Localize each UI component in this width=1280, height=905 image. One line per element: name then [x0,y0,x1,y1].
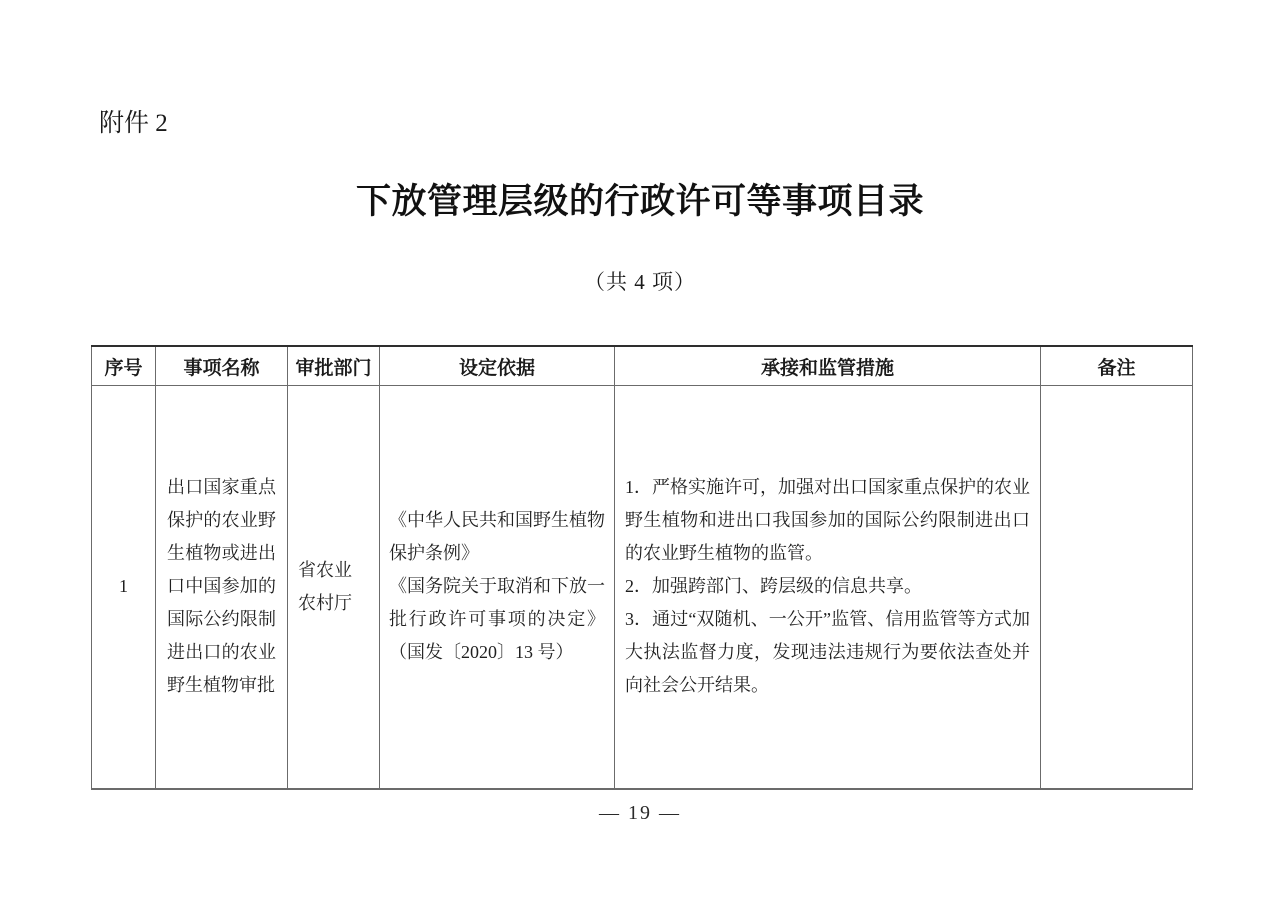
header-serial-number: 序号 [92,346,156,386]
measure-paragraph: 2．加强跨部门、跨层级的信息共享。 [625,576,922,597]
cell-item-name: 出口国家重点保护的农业野生植物或进出口中国参加的国际公约限制进出口的农业野生植物审批 [156,386,288,789]
cell-approval-department: 省农业农村厅 [288,386,380,789]
table-header-row [92,346,1193,386]
attachment-label: 附件 2 [99,110,168,137]
catalog-table [91,345,1193,790]
header-approval-department: 审批部门 [288,346,380,386]
cell-supervision-measures [615,386,1041,789]
table-row [92,386,1193,789]
cell-remarks [1041,386,1193,789]
header-supervision-measures: 承接和监管措施 [615,346,1041,386]
document-subtitle: （共 4 项） [584,270,696,294]
header-setting-basis: 设定依据 [380,346,615,386]
header-item-name: 事项名称 [156,346,288,386]
document-title: 下放管理层级的行政许可等事项目录 [355,182,924,221]
basis-paragraph: 《中华人民共和国野生植物保护条例》 [389,510,605,564]
cell-serial-number: 1 [92,386,156,789]
measure-paragraph: 3．通过“双随机、一公开”监管、信用监管等方式加大执法监督力度，发现违法违规行为要依法查处并向社会公开结果。 [625,609,1030,696]
header-remarks: 备注 [1041,346,1193,386]
measure-paragraph: 1．严格实施许可，加强对出口国家重点保护的农业野生植物和进出口我国参加的国际公约限制进出口的农业野生植物的监管。 [625,477,1030,564]
basis-paragraph: 《国务院关于取消和下放一批行政许可事项的决定》（国发〔2020〕13 号） [389,576,605,663]
page-number: — 19 — [599,802,681,824]
cell-setting-basis [380,386,615,789]
